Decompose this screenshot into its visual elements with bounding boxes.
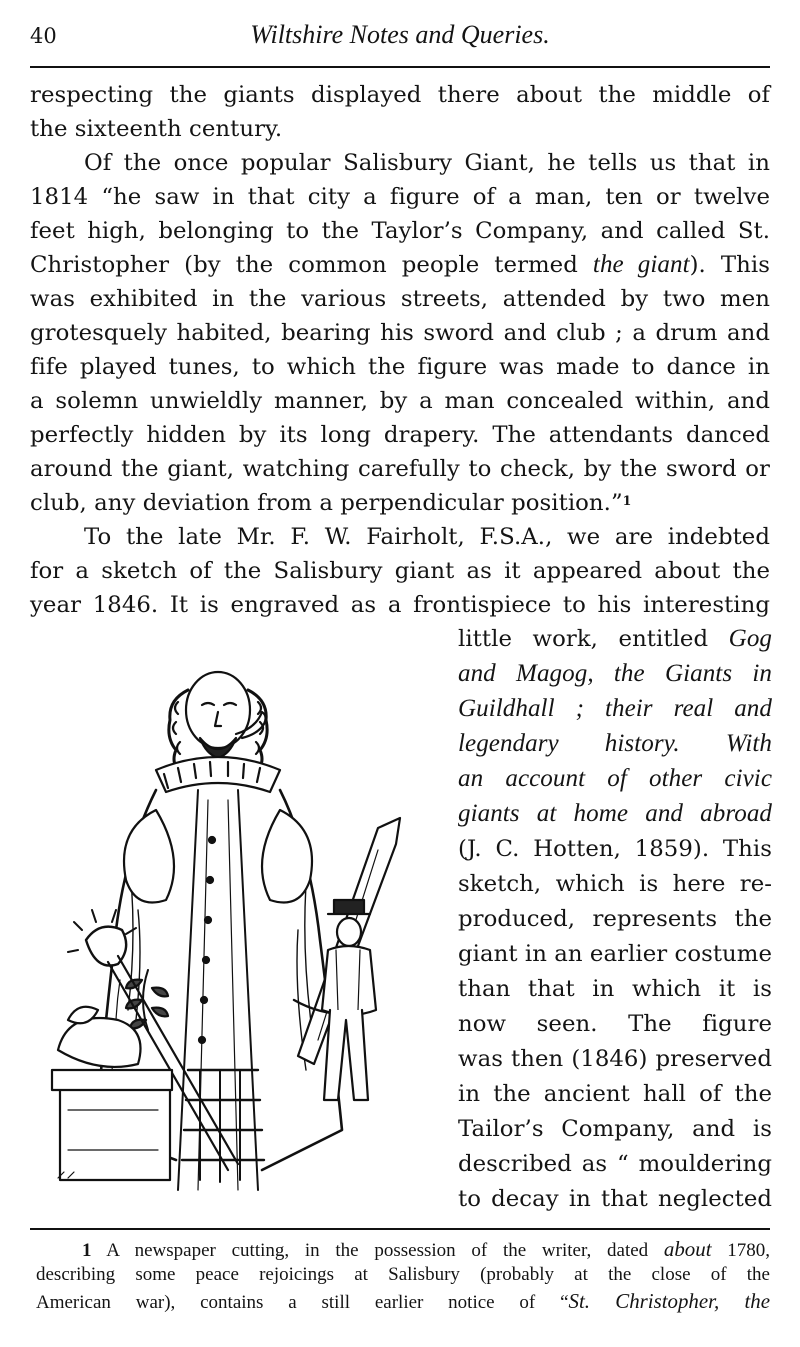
- text-line: [30, 250, 770, 280]
- text-line: than that in which it is: [458, 976, 772, 1002]
- text-line: a solemn unwieldly manner, by a man concealed within, and: [30, 388, 770, 414]
- text-run: little work, entitled: [458, 626, 729, 652]
- text-line: To the late Mr. F. W. Fairholt, F.S.A., we are indebted: [84, 524, 770, 550]
- text-line: [458, 694, 772, 724]
- text-run: 1780,: [711, 1240, 770, 1261]
- text-line: [458, 799, 772, 829]
- text-line: Tailor’s Company, and is: [458, 1116, 772, 1142]
- running-title: Wiltshire Notes and Queries.: [250, 20, 550, 49]
- text-run: American war), contains a still earlier notice of “: [36, 1292, 569, 1313]
- text-line: [458, 624, 772, 654]
- text-line: in the ancient hall of the: [458, 1081, 772, 1107]
- text-line: sketch, which is here re-: [458, 871, 772, 897]
- page-number: 40: [30, 24, 57, 48]
- text-run: A newspaper cutting, in the possession of the writer, dated: [106, 1240, 664, 1261]
- footnote-line: [82, 1236, 770, 1264]
- text-line: Of the once popular Salisbury Giant, he tells us that in: [84, 150, 770, 176]
- text-line: (J. C. Hotten, 1859). This: [458, 836, 772, 862]
- italic-run: Gog: [728, 625, 772, 652]
- page-header: [30, 14, 770, 54]
- italic-run: giants at home and abroad: [458, 800, 772, 827]
- text-line: year 1846. It is engraved as a frontispiece to his interesting: [30, 592, 770, 618]
- text-line: grotesquely habited, bearing his sword and club ; a drum and: [30, 320, 770, 346]
- giant-engraving-illustration: [38, 650, 448, 1200]
- italic-run: about: [663, 1237, 712, 1261]
- italic-run: Guildhall ; their real and: [458, 695, 772, 722]
- text-line: 1814 “he saw in that city a figure of a man, ten or twelve: [30, 184, 770, 210]
- text-run: Christopher (by the common people termed: [30, 252, 593, 278]
- text-line: perfectly hidden by its long drapery. The attendants danced: [30, 422, 770, 448]
- text-line: fife played tunes, to which the figure was made to dance in: [30, 354, 770, 380]
- text-line: described as “ mouldering: [458, 1151, 772, 1177]
- italic-run: an account of other civic: [458, 765, 772, 792]
- italic-run: and Magog, the Giants in: [458, 660, 772, 687]
- footnote-line: [36, 1288, 770, 1316]
- text-line: around the giant, watching carefully to check, by the sword or: [30, 456, 770, 482]
- text-line: [458, 729, 772, 759]
- text-line: [458, 764, 772, 794]
- text-line: feet high, belonging to the Taylor’s Company, and called St.: [30, 218, 770, 244]
- text-line: respecting the giants displayed there about the middle of: [30, 82, 770, 108]
- text-line: [30, 488, 770, 518]
- text-line: to decay in that neglected: [458, 1186, 772, 1212]
- text-line: was then (1846) preserved: [458, 1046, 772, 1072]
- footnote-rule: [30, 1228, 770, 1230]
- text-line: for a sketch of the Salisbury giant as it appeared about the: [30, 558, 770, 584]
- text-line: [458, 659, 772, 689]
- text-line: the sixteenth century.: [30, 116, 283, 142]
- footnote-ref: 1: [622, 493, 632, 508]
- italic-run: St. Christopher, the: [568, 1289, 770, 1313]
- text-line: was exhibited in the various streets, attended by two men: [30, 286, 770, 312]
- footnote-line: describing some peace rejoicings at Salisbury (probably at the close of the: [36, 1264, 770, 1285]
- italic-run: legendary history. With: [458, 730, 772, 757]
- text-line: now seen. The figure: [458, 1011, 772, 1037]
- text-line: giant in an earlier costume: [458, 941, 772, 967]
- text-run: ). This: [689, 252, 770, 278]
- text-line: produced, represents the: [458, 906, 772, 932]
- footnote-marker: 1: [82, 1240, 92, 1261]
- header-rule: [30, 66, 770, 68]
- italic-run: the giant: [592, 251, 690, 278]
- text-run: club, any deviation from a perpendicular position.”: [30, 490, 623, 516]
